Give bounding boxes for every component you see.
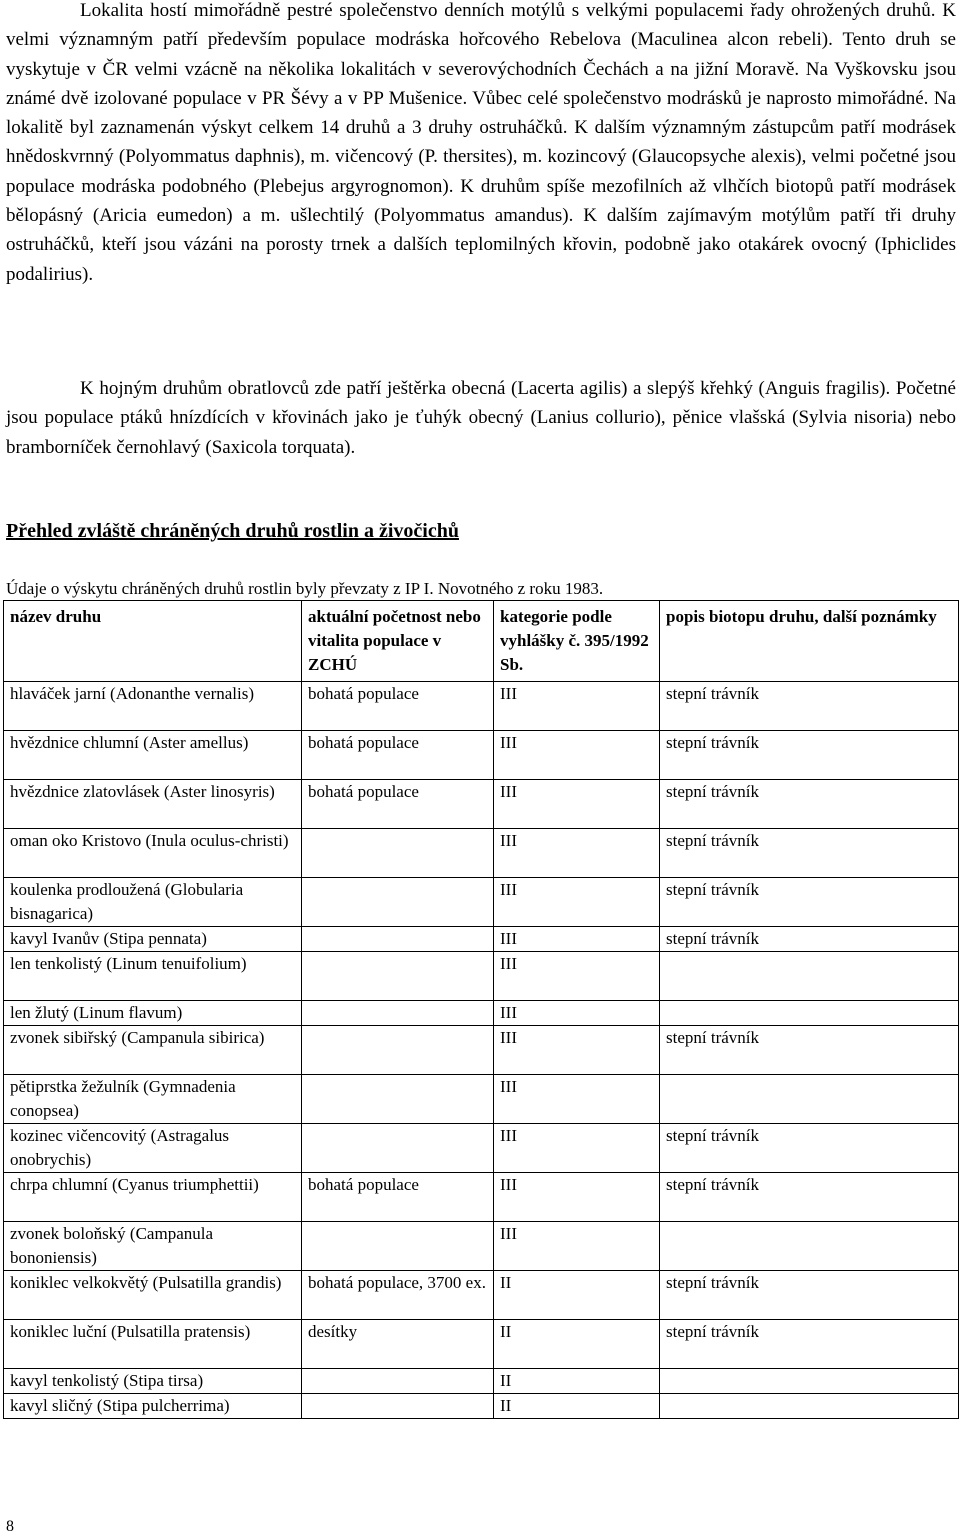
cell-biotope: stepní trávník bbox=[660, 1173, 959, 1222]
table-row bbox=[4, 1369, 959, 1394]
cell-population bbox=[302, 1369, 494, 1394]
cell-species: kavyl tenkolistý (Stipa tirsa) bbox=[4, 1369, 302, 1394]
header-biotope: popis biotopu druhu, další poznámky bbox=[660, 601, 959, 682]
cell-biotope bbox=[660, 1222, 959, 1271]
table-row bbox=[4, 927, 959, 952]
cell-category: III bbox=[494, 731, 660, 780]
cell-species: zvonek sibiřský (Campanula sibirica) bbox=[4, 1026, 302, 1075]
table-header-row bbox=[4, 601, 959, 682]
cell-biotope bbox=[660, 1394, 959, 1419]
cell-category: III bbox=[494, 1173, 660, 1222]
table-row bbox=[4, 1173, 959, 1222]
cell-biotope bbox=[660, 952, 959, 1001]
cell-biotope: stepní trávník bbox=[660, 1124, 959, 1173]
header-species-name: název druhu bbox=[4, 601, 302, 682]
cell-population bbox=[302, 1075, 494, 1124]
cell-category: III bbox=[494, 829, 660, 878]
paragraph-vertebrates: K hojným druhům obratlovců zde patří ještěrka obecná (Lacerta agilis) a slepýš křehký (Anguis fragilis). Početné jsou populace ptáků hnízdících v křovinách jako je ťuhýk obecný (Lanius collurio), pěnice vlašská (Sylvia nisoria) nebo bramborníček černohlavý (Saxicola torquata). bbox=[6, 378, 956, 458]
header-population: aktuální početnost nebo vitalita populace v ZCHÚ bbox=[302, 601, 494, 682]
cell-category: III bbox=[494, 878, 660, 927]
table-row bbox=[4, 952, 959, 1001]
table-row bbox=[4, 1222, 959, 1271]
cell-biotope bbox=[660, 1369, 959, 1394]
table-row bbox=[4, 731, 959, 780]
table-row bbox=[4, 780, 959, 829]
cell-population: bohatá populace bbox=[302, 731, 494, 780]
cell-biotope: stepní trávník bbox=[660, 682, 959, 731]
cell-species: zvonek boloňský (Campanula bononiensis) bbox=[4, 1222, 302, 1271]
cell-species: koulenka prodloužená (Globularia bisnagarica) bbox=[4, 878, 302, 927]
cell-biotope: stepní trávník bbox=[660, 731, 959, 780]
protected-species-table bbox=[3, 600, 959, 1419]
cell-biotope: stepní trávník bbox=[660, 878, 959, 927]
cell-biotope: stepní trávník bbox=[660, 1320, 959, 1369]
table-row bbox=[4, 1075, 959, 1124]
cell-category: III bbox=[494, 1026, 660, 1075]
cell-species: koniklec velkokvětý (Pulsatilla grandis) bbox=[4, 1271, 302, 1320]
cell-category: III bbox=[494, 927, 660, 952]
cell-species: hlaváček jarní (Adonanthe vernalis) bbox=[4, 682, 302, 731]
cell-biotope bbox=[660, 1001, 959, 1026]
cell-category: III bbox=[494, 1222, 660, 1271]
cell-population bbox=[302, 1001, 494, 1026]
cell-population: bohatá populace bbox=[302, 682, 494, 731]
cell-category: II bbox=[494, 1394, 660, 1419]
table-row bbox=[4, 1320, 959, 1369]
cell-population bbox=[302, 927, 494, 952]
cell-population bbox=[302, 1026, 494, 1075]
table-row bbox=[4, 829, 959, 878]
source-note: Údaje o výskytu chráněných druhů rostlin byly převzaty z IP I. Novotného z roku 1983. bbox=[6, 579, 604, 598]
cell-population: bohatá populace bbox=[302, 780, 494, 829]
cell-species: kavyl sličný (Stipa pulcherrima) bbox=[4, 1394, 302, 1419]
table-row bbox=[4, 682, 959, 731]
cell-species: len tenkolistý (Linum tenuifolium) bbox=[4, 952, 302, 1001]
cell-species: oman oko Kristovo (Inula oculus-christi) bbox=[4, 829, 302, 878]
table-row bbox=[4, 1124, 959, 1173]
cell-biotope: stepní trávník bbox=[660, 1026, 959, 1075]
cell-category: III bbox=[494, 1124, 660, 1173]
cell-species: hvězdnice chlumní (Aster amellus) bbox=[4, 731, 302, 780]
paragraph-butterflies: Lokalita hostí mimořádně pestré společenstvo denních motýlů s velkými populacemi řady ohrožených druhů. K velmi významným patří především populace modráska hořcového Rebelova (Maculinea alcon rebeli). Tento druh se vyskytuje v ČR velmi vzácně na několika lokalitách v severovýchodních Čechách a na jižní Moravě. Na Vyškovsku jsou známé dvě izolované populace v PR Šévy a v PP Mušenice. Vůbec celé společenstvo modrásků je naprosto mimořádné. Na lokalitě byl zaznamenán výskyt celkem 14 druhů a 3 druhy ostruháčků. K dalším významným zástupcům patří modrásek hnědoskvrnný (Polyommatus daphnis), m. vičencový (P. thersites), m. kozincový (Glaucopsyche alexis), velmi početné jsou populace modráska podobného (Plebejus argyrognomon). K druhům spíše mezofilních až vlhčích biotopů patří modrásek bělopásný (Aricia eumedon) a m. ušlechtilý (Polyommatus amandus). K dalším zajímavým motýlům patří tři druhy ostruháčků, kteří jsou vázáni na porosty trnek a dalších teplomilných křovin, podobně jako otakárek ovocný (Iphiclides podalirius). bbox=[6, 0, 956, 285]
cell-population bbox=[302, 952, 494, 1001]
cell-species: chrpa chlumní (Cyanus triumphettii) bbox=[4, 1173, 302, 1222]
cell-category: II bbox=[494, 1369, 660, 1394]
cell-category: II bbox=[494, 1271, 660, 1320]
page-number: 8 bbox=[6, 1518, 14, 1535]
cell-population bbox=[302, 1124, 494, 1173]
cell-population: bohatá populace bbox=[302, 1173, 494, 1222]
cell-category: III bbox=[494, 952, 660, 1001]
cell-biotope: stepní trávník bbox=[660, 927, 959, 952]
cell-biotope: stepní trávník bbox=[660, 829, 959, 878]
cell-population bbox=[302, 878, 494, 927]
cell-species: kozinec vičencovitý (Astragalus onobrychis) bbox=[4, 1124, 302, 1173]
table-row bbox=[4, 1001, 959, 1026]
section-heading: Přehled zvláště chráněných druhů rostlin a živočichů bbox=[6, 520, 459, 542]
cell-biotope: stepní trávník bbox=[660, 1271, 959, 1320]
cell-category: III bbox=[494, 1075, 660, 1124]
header-category: kategorie podle vyhlášky č. 395/1992 Sb. bbox=[494, 601, 660, 682]
cell-species: kavyl Ivanův (Stipa pennata) bbox=[4, 927, 302, 952]
table-row bbox=[4, 1026, 959, 1075]
cell-population: desítky bbox=[302, 1320, 494, 1369]
cell-biotope: stepní trávník bbox=[660, 780, 959, 829]
table-row bbox=[4, 1394, 959, 1419]
cell-population bbox=[302, 829, 494, 878]
table-row bbox=[4, 1271, 959, 1320]
table-row bbox=[4, 878, 959, 927]
cell-species: hvězdnice zlatovlásek (Aster linosyris) bbox=[4, 780, 302, 829]
cell-biotope bbox=[660, 1075, 959, 1124]
cell-category: III bbox=[494, 1001, 660, 1026]
cell-category: III bbox=[494, 780, 660, 829]
cell-population: bohatá populace, 3700 ex. bbox=[302, 1271, 494, 1320]
cell-species: pětiprstka žežulník (Gymnadenia conopsea) bbox=[4, 1075, 302, 1124]
cell-species: len žlutý (Linum flavum) bbox=[4, 1001, 302, 1026]
cell-category: II bbox=[494, 1320, 660, 1369]
cell-category: III bbox=[494, 682, 660, 731]
cell-species: koniklec luční (Pulsatilla pratensis) bbox=[4, 1320, 302, 1369]
cell-population bbox=[302, 1394, 494, 1419]
cell-population bbox=[302, 1222, 494, 1271]
